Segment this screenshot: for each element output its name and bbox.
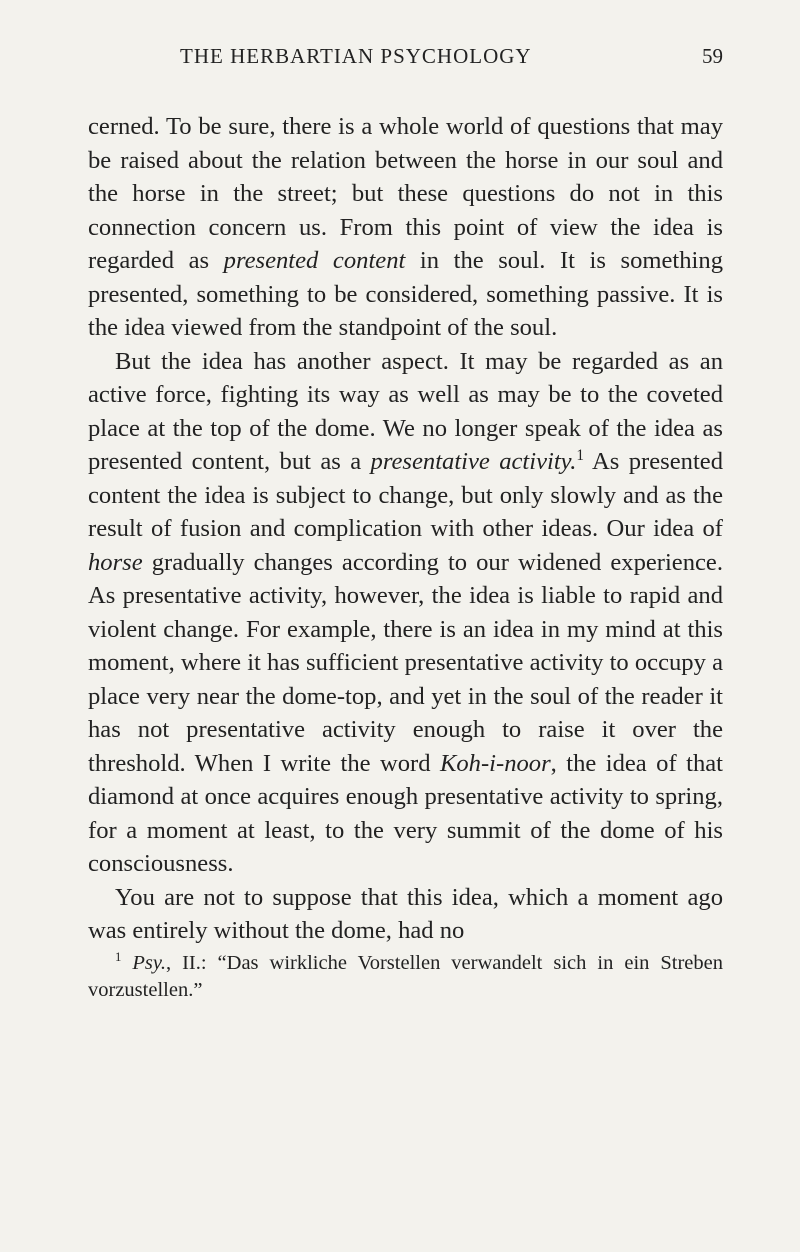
italic-phrase: Koh-i-noor bbox=[439, 749, 551, 777]
text-run: , the idea of that diamond at once acquires enough presentative activity to spring, for a moment at least, to the very summit of the dome of his consciousness. bbox=[88, 749, 723, 877]
running-head: THE HERBARTIAN PSYCHOLOGY bbox=[180, 44, 532, 68]
italic-phrase: presented content bbox=[223, 247, 406, 274]
body-text bbox=[88, 110, 723, 948]
italic-phrase: horse bbox=[88, 548, 143, 576]
footnote-marker: 1 bbox=[115, 949, 122, 964]
page-header bbox=[88, 44, 723, 80]
paragraph bbox=[88, 110, 723, 345]
italic-phrase: Psy. bbox=[132, 951, 166, 974]
paragraph bbox=[88, 345, 723, 881]
page-number: 59 bbox=[702, 44, 723, 68]
book-page bbox=[88, 44, 723, 1004]
text-run: gradually changes according to our widened experience. As presentative activity, however, the idea is liable to rapid and violent change. For example, there is an idea in my mind at this moment, where it has sufficient presentative activity to occupy a place very near the dome-top, and yet in the soul of the reader it has not presentative activity enough to raise it over the threshold. When I write the word bbox=[88, 548, 723, 777]
italic-phrase: presentative activity. bbox=[370, 448, 577, 475]
footnote bbox=[88, 950, 723, 1004]
text-run: cerned. To be sure, there is a whole world of questions that may be raised about the relation between the horse in our soul and the horse in the street; but these questions do not in this connection concern us. From this point of view the idea is regarded as bbox=[88, 113, 723, 274]
footnote-text: , II.: “Das wirkliche Vorstellen verwandelt sich in ein Streben vorzustellen.” bbox=[88, 951, 724, 1001]
paragraph bbox=[88, 881, 723, 948]
text-run: You are not to suppose that this idea, which a moment ago was entirely without the dome, had no bbox=[88, 883, 723, 944]
text-run: But the idea has another aspect. It may be regarded as an active force, fighting its way as well as may be to the coveted place at the top of the dome. We no longer speak of the idea as presented content, but as a bbox=[88, 347, 723, 475]
text-run: As presented content the idea is subject to change, but only slowly and as the result of fusion and complication with other ideas. Our idea of bbox=[88, 448, 723, 542]
text-run: in the soul. It is something presented, something to be considered, something passive. It is the idea viewed from the standpoint of the soul. bbox=[88, 247, 723, 341]
footnote-reference: 1 bbox=[576, 446, 585, 464]
